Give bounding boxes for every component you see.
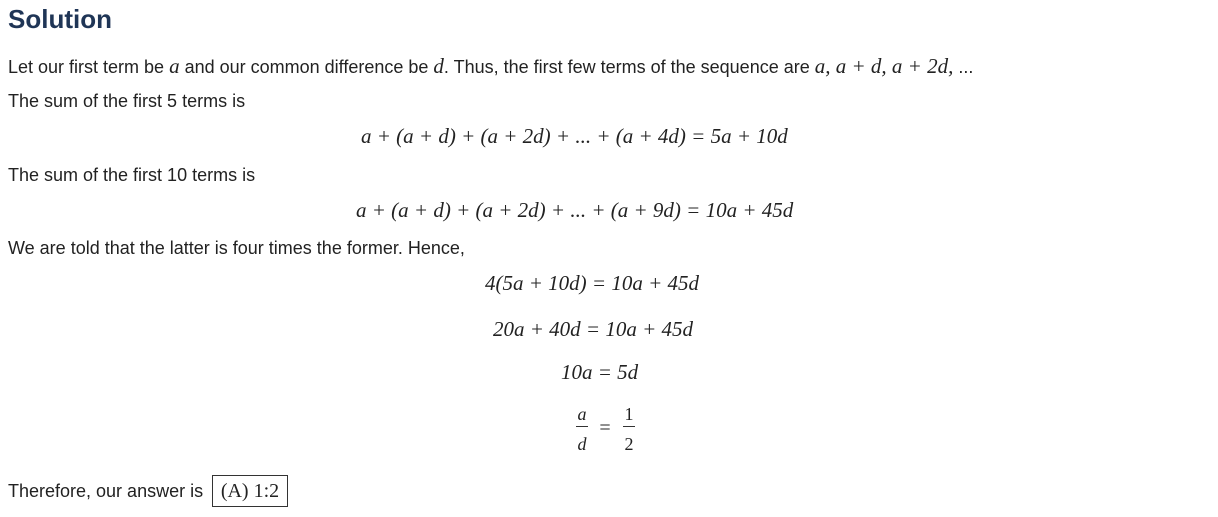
fraction-right-numerator: 1 <box>624 404 634 424</box>
fraction-right-denominator: 2 <box>624 434 634 454</box>
sum5-label: The sum of the first 5 terms is <box>8 91 246 111</box>
step-3-equation: 10a = 5d <box>561 360 639 384</box>
intro-paragraph <box>8 54 973 79</box>
sum5-equation: a + (a + d) + (a + 2d) + ... + (a + 4d) = 5a + 10d <box>361 124 788 148</box>
fraction-equals: = <box>599 417 611 439</box>
fraction-right-bar <box>623 426 635 427</box>
intro-text-3: . Thus, the first few terms of the sequence are <box>443 57 815 77</box>
sum10-label: The sum of the first 10 terms is <box>8 165 256 185</box>
told-text: We are told that the latter is four times the former. Hence, <box>8 238 465 258</box>
fraction-left-bar <box>576 426 588 427</box>
intro-text-1: Let our first term be <box>8 57 170 77</box>
step-1-equation: 4(5a + 10d) = 10a + 45d <box>485 271 699 295</box>
solution-heading: Solution <box>8 4 112 34</box>
sum10-equation: a + (a + d) + (a + 2d) + ... + (a + 9d) = 10a + 45d <box>356 198 794 222</box>
intro-var-d: d <box>433 54 444 78</box>
conclusion-text: Therefore, our answer is <box>8 481 204 501</box>
intro-text-2: and our common difference be <box>179 57 434 77</box>
step-2-equation: 20a + 40d = 10a + 45d <box>493 317 694 341</box>
fraction-left-denominator: d <box>577 434 587 454</box>
intro-terms: a, a + d, a + 2d, <box>814 54 954 78</box>
answer-box: (A) 1:2 <box>212 475 288 507</box>
intro-ellipsis: ... <box>953 57 974 77</box>
fraction-left-numerator: a <box>577 404 587 424</box>
intro-var-a: a <box>169 54 180 78</box>
